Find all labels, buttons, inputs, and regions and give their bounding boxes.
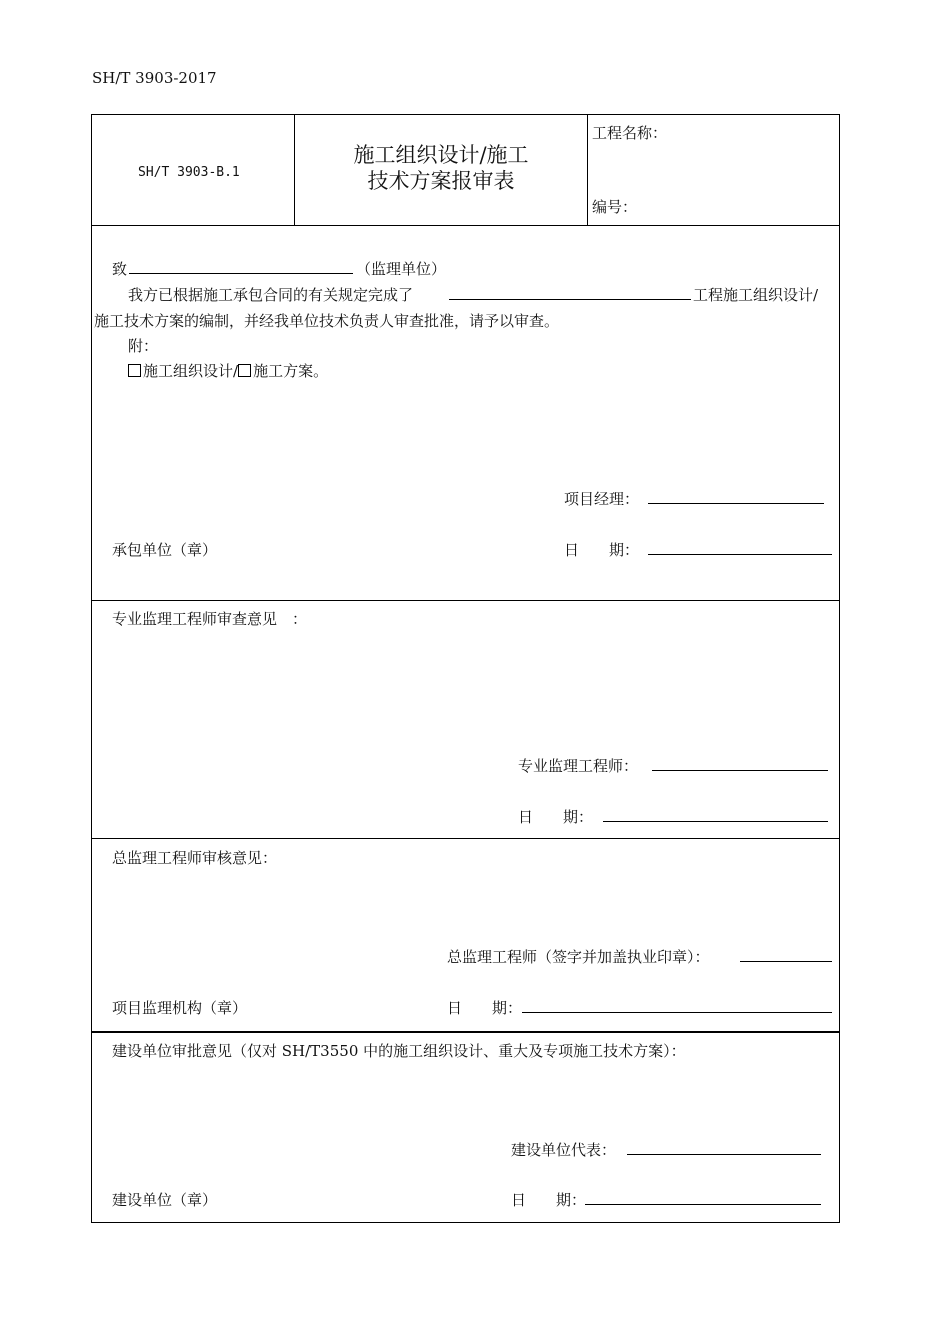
- owner-representative-blank[interactable]: [627, 1154, 821, 1155]
- row-divider-2: [91, 600, 840, 601]
- checkbox-org-design[interactable]: [128, 364, 141, 377]
- date-blank-3[interactable]: [522, 1012, 832, 1013]
- date-blank-4[interactable]: [585, 1204, 821, 1205]
- date-label-4: 日 期：: [511, 1191, 587, 1209]
- chief-engineer-label: 总监理工程师（签字并加盖执业印章）：: [447, 948, 710, 966]
- owner-opinion-label: 建设单位审批意见（仅对 SH/T3550 中的施工组织设计、重大及专项施工技术方案）：: [112, 1042, 686, 1060]
- supervision-org-seal-label: 项目监理机构（章）: [112, 999, 248, 1017]
- row-divider-4: [91, 1031, 840, 1033]
- body-text-part2: 工程施工组织设计/: [693, 286, 819, 304]
- row-divider-1: [91, 225, 840, 226]
- date-blank-1[interactable]: [648, 554, 832, 555]
- attachment-label: 附：: [128, 337, 159, 355]
- specialist-engineer-blank[interactable]: [652, 770, 828, 771]
- checkbox-construction-plan[interactable]: [238, 364, 251, 377]
- table-border-bottom: [91, 1222, 840, 1223]
- chief-engineer-blank[interactable]: [740, 961, 832, 962]
- table-border-left: [91, 114, 92, 1223]
- specialist-opinion-label: 专业监理工程师审查意见 ：: [112, 610, 308, 628]
- body-text-line2: 施工技术方案的编制，并经我单位技术负责人审查批准，请予以审查。: [94, 312, 560, 330]
- form-title-line1: 施工组织设计/施工: [353, 143, 529, 167]
- form-title-line2: 技术方案报审表: [367, 169, 515, 193]
- specialist-engineer-label: 专业监理工程师：: [518, 757, 639, 775]
- date-label-2: 日 期：: [518, 808, 594, 826]
- table-border-right: [839, 114, 840, 1223]
- project-manager-blank[interactable]: [648, 503, 824, 504]
- number-label: 编号：: [592, 198, 638, 216]
- date-label-3: 日 期：: [447, 999, 523, 1017]
- standard-number: SH/T 3903-2017: [92, 69, 217, 87]
- to-suffix: （监理单位）: [356, 260, 447, 278]
- option-construction-plan: 施工方案。: [253, 362, 329, 380]
- date-label-1: 日 期：: [564, 541, 640, 559]
- row-divider-3: [91, 838, 840, 839]
- body-text-part1: 我方已根据施工承包合同的有关规定完成了: [128, 286, 414, 304]
- chief-opinion-label: 总监理工程师审核意见：: [112, 849, 278, 867]
- project-manager-label: 项目经理：: [564, 490, 640, 508]
- form-code: SH/T 3903-B.1: [138, 165, 240, 180]
- supervisor-unit-blank[interactable]: [129, 273, 353, 274]
- header-divider-2: [587, 114, 588, 225]
- project-name-label: 工程名称：: [592, 124, 668, 142]
- form-title: [295, 142, 587, 194]
- option-org-design: 施工组织设计/: [143, 362, 239, 380]
- date-blank-2[interactable]: [603, 821, 828, 822]
- owner-seal-label: 建设单位（章）: [112, 1191, 218, 1209]
- table-border-top: [91, 114, 840, 115]
- to-prefix: 致: [112, 260, 128, 278]
- attachment-options: [128, 360, 328, 381]
- contractor-seal-label: 承包单位（章）: [112, 541, 218, 559]
- project-blank[interactable]: [449, 299, 691, 300]
- owner-representative-label: 建设单位代表：: [511, 1141, 617, 1159]
